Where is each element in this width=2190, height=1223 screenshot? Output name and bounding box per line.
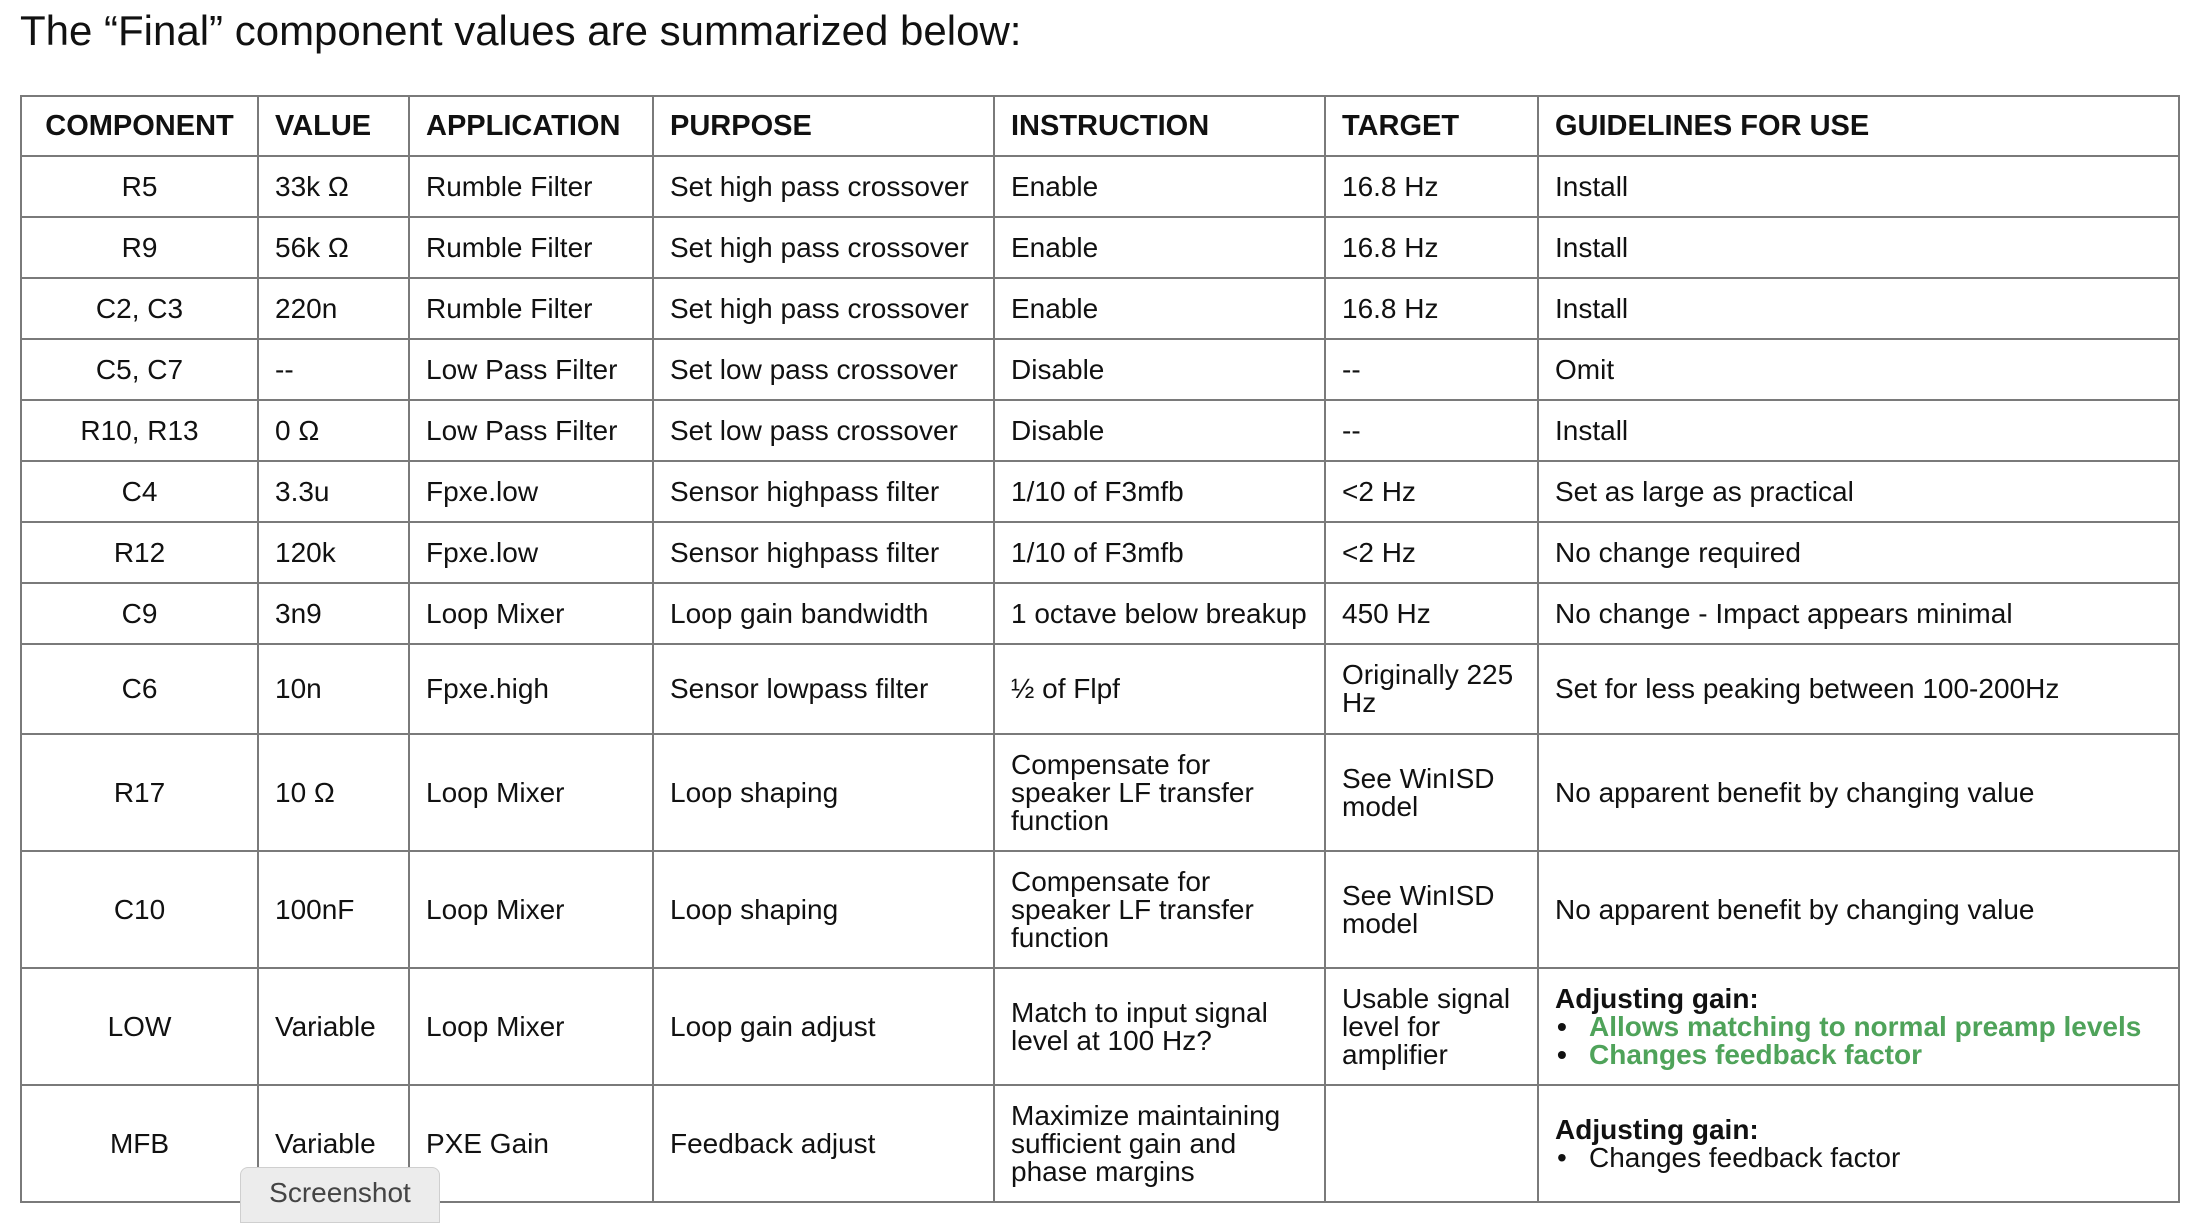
table-cell: -- [258, 339, 409, 400]
table-row [21, 851, 2179, 968]
table-cell: R12 [21, 522, 258, 583]
table-cell: 450 Hz [1325, 583, 1538, 644]
table-cell: Enable [994, 156, 1325, 217]
table-cell: Disable [994, 400, 1325, 461]
table-cell: Set low pass crossover [653, 400, 994, 461]
table-cell: Set high pass crossover [653, 156, 994, 217]
table-row [21, 968, 2179, 1085]
table-cell: R17 [21, 734, 258, 851]
table-cell: Enable [994, 217, 1325, 278]
table-cell: LOW [21, 968, 258, 1085]
page-heading: The “Final” component values are summarized below: [20, 7, 1022, 54]
table-cell: <2 Hz [1325, 461, 1538, 522]
table-cell: 1/10 of F3mfb [994, 461, 1325, 522]
guide-title: Adjusting gain: [1555, 1113, 1759, 1145]
column-header: PURPOSE [653, 96, 994, 156]
guidelines-cell [1538, 968, 2179, 1085]
table-row [21, 156, 2179, 217]
table-cell: Variable [258, 968, 409, 1085]
table-row [21, 734, 2179, 851]
table-cell: 100nF [258, 851, 409, 968]
table-cell: Set as large as practical [1538, 461, 2179, 522]
table-cell: Sensor highpass filter [653, 522, 994, 583]
table-cell: See WinISD model [1325, 851, 1538, 968]
table-cell: 16.8 Hz [1325, 278, 1538, 339]
table-row [21, 339, 2179, 400]
table-cell: 33k Ω [258, 156, 409, 217]
guide-bullet: • Allows matching to normal preamp levels [1589, 1013, 2162, 1041]
column-header: COMPONENT [21, 96, 258, 156]
table-cell: Maximize maintaining sufficient gain and phase margins [994, 1085, 1325, 1202]
table-cell: Install [1538, 400, 2179, 461]
table-cell: Loop Mixer [409, 583, 653, 644]
table-cell: Loop Mixer [409, 851, 653, 968]
table-cell: No apparent benefit by changing value [1538, 734, 2179, 851]
table-cell: Fpxe.low [409, 461, 653, 522]
table-cell: Fpxe.low [409, 522, 653, 583]
table-row [21, 583, 2179, 644]
table-cell: Loop Mixer [409, 968, 653, 1085]
table-cell: No change required [1538, 522, 2179, 583]
table-cell: Low Pass Filter [409, 400, 653, 461]
table-cell: R5 [21, 156, 258, 217]
table-cell: Set for less peaking between 100-200Hz [1538, 644, 2179, 734]
table-cell: Usable signal level for amplifier [1325, 968, 1538, 1085]
table-cell: Sensor lowpass filter [653, 644, 994, 734]
table-cell: C5, C7 [21, 339, 258, 400]
table-row [21, 522, 2179, 583]
table-header-row [21, 96, 2179, 156]
table-cell: PXE Gain [409, 1085, 653, 1202]
table-cell: No change - Impact appears minimal [1538, 583, 2179, 644]
table-cell: R10, R13 [21, 400, 258, 461]
table-cell: <2 Hz [1325, 522, 1538, 583]
table-cell: Fpxe.high [409, 644, 653, 734]
table-cell: Set low pass crossover [653, 339, 994, 400]
table-cell: Install [1538, 278, 2179, 339]
table-cell: Rumble Filter [409, 217, 653, 278]
table-cell: Loop gain bandwidth [653, 583, 994, 644]
table-cell [1325, 1085, 1538, 1202]
table-cell: MFB [21, 1085, 258, 1202]
table-cell: 120k [258, 522, 409, 583]
table-cell: C6 [21, 644, 258, 734]
table-cell: No apparent benefit by changing value [1538, 851, 2179, 968]
table-cell: C4 [21, 461, 258, 522]
table-cell: Rumble Filter [409, 278, 653, 339]
guide-bullet: • Changes feedback factor [1589, 1041, 2162, 1069]
table-cell: 220n [258, 278, 409, 339]
table-cell: See WinISD model [1325, 734, 1538, 851]
table-cell: C10 [21, 851, 258, 968]
table-cell: 10 Ω [258, 734, 409, 851]
table-cell: Loop shaping [653, 851, 994, 968]
table-cell: 3.3u [258, 461, 409, 522]
table-cell: Omit [1538, 339, 2179, 400]
table-row [21, 278, 2179, 339]
table-cell: Rumble Filter [409, 156, 653, 217]
guide-bullet-list [1555, 1141, 2162, 1173]
table-cell: Match to input signal level at 100 Hz? [994, 968, 1325, 1085]
table-cell: Disable [994, 339, 1325, 400]
table-cell: R9 [21, 217, 258, 278]
table-cell: Enable [994, 278, 1325, 339]
table-cell: C9 [21, 583, 258, 644]
table-cell: Install [1538, 156, 2179, 217]
screenshot-tab[interactable]: Screenshot [240, 1167, 440, 1223]
table-cell: 16.8 Hz [1325, 156, 1538, 217]
table-cell: 0 Ω [258, 400, 409, 461]
table-cell: Low Pass Filter [409, 339, 653, 400]
guide-bullet-list [1555, 1010, 2162, 1070]
table-cell: 10n [258, 644, 409, 734]
guide-title: Adjusting gain: [1555, 982, 1759, 1014]
table-cell: ½ of Flpf [994, 644, 1325, 734]
table-cell: Set high pass crossover [653, 217, 994, 278]
table-row [21, 644, 2179, 734]
table-cell: 56k Ω [258, 217, 409, 278]
column-header: GUIDELINES FOR USE [1538, 96, 2179, 156]
table-cell: Compensate for speaker LF transfer function [994, 851, 1325, 968]
column-header: VALUE [258, 96, 409, 156]
table-cell: 3n9 [258, 583, 409, 644]
table-cell: Sensor highpass filter [653, 461, 994, 522]
table-cell: Feedback adjust [653, 1085, 994, 1202]
table-cell: C2, C3 [21, 278, 258, 339]
guide-bullet: • Changes feedback factor [1589, 1144, 2162, 1172]
table-row [21, 217, 2179, 278]
table-cell: Loop gain adjust [653, 968, 994, 1085]
table-row [21, 461, 2179, 522]
table-cell: Originally 225 Hz [1325, 644, 1538, 734]
table-cell: 16.8 Hz [1325, 217, 1538, 278]
table-cell: Variable [258, 1085, 409, 1202]
component-table [20, 95, 2180, 1203]
table-cell: 1/10 of F3mfb [994, 522, 1325, 583]
table-cell: Set high pass crossover [653, 278, 994, 339]
table-cell: Loop shaping [653, 734, 994, 851]
column-header: TARGET [1325, 96, 1538, 156]
guidelines-cell [1538, 1085, 2179, 1202]
table-cell: -- [1325, 400, 1538, 461]
column-header: APPLICATION [409, 96, 653, 156]
table-cell: -- [1325, 339, 1538, 400]
table-cell: Install [1538, 217, 2179, 278]
column-header: INSTRUCTION [994, 96, 1325, 156]
table-cell: 1 octave below breakup [994, 583, 1325, 644]
table-cell: Loop Mixer [409, 734, 653, 851]
table-cell: Compensate for speaker LF transfer function [994, 734, 1325, 851]
table-row [21, 400, 2179, 461]
